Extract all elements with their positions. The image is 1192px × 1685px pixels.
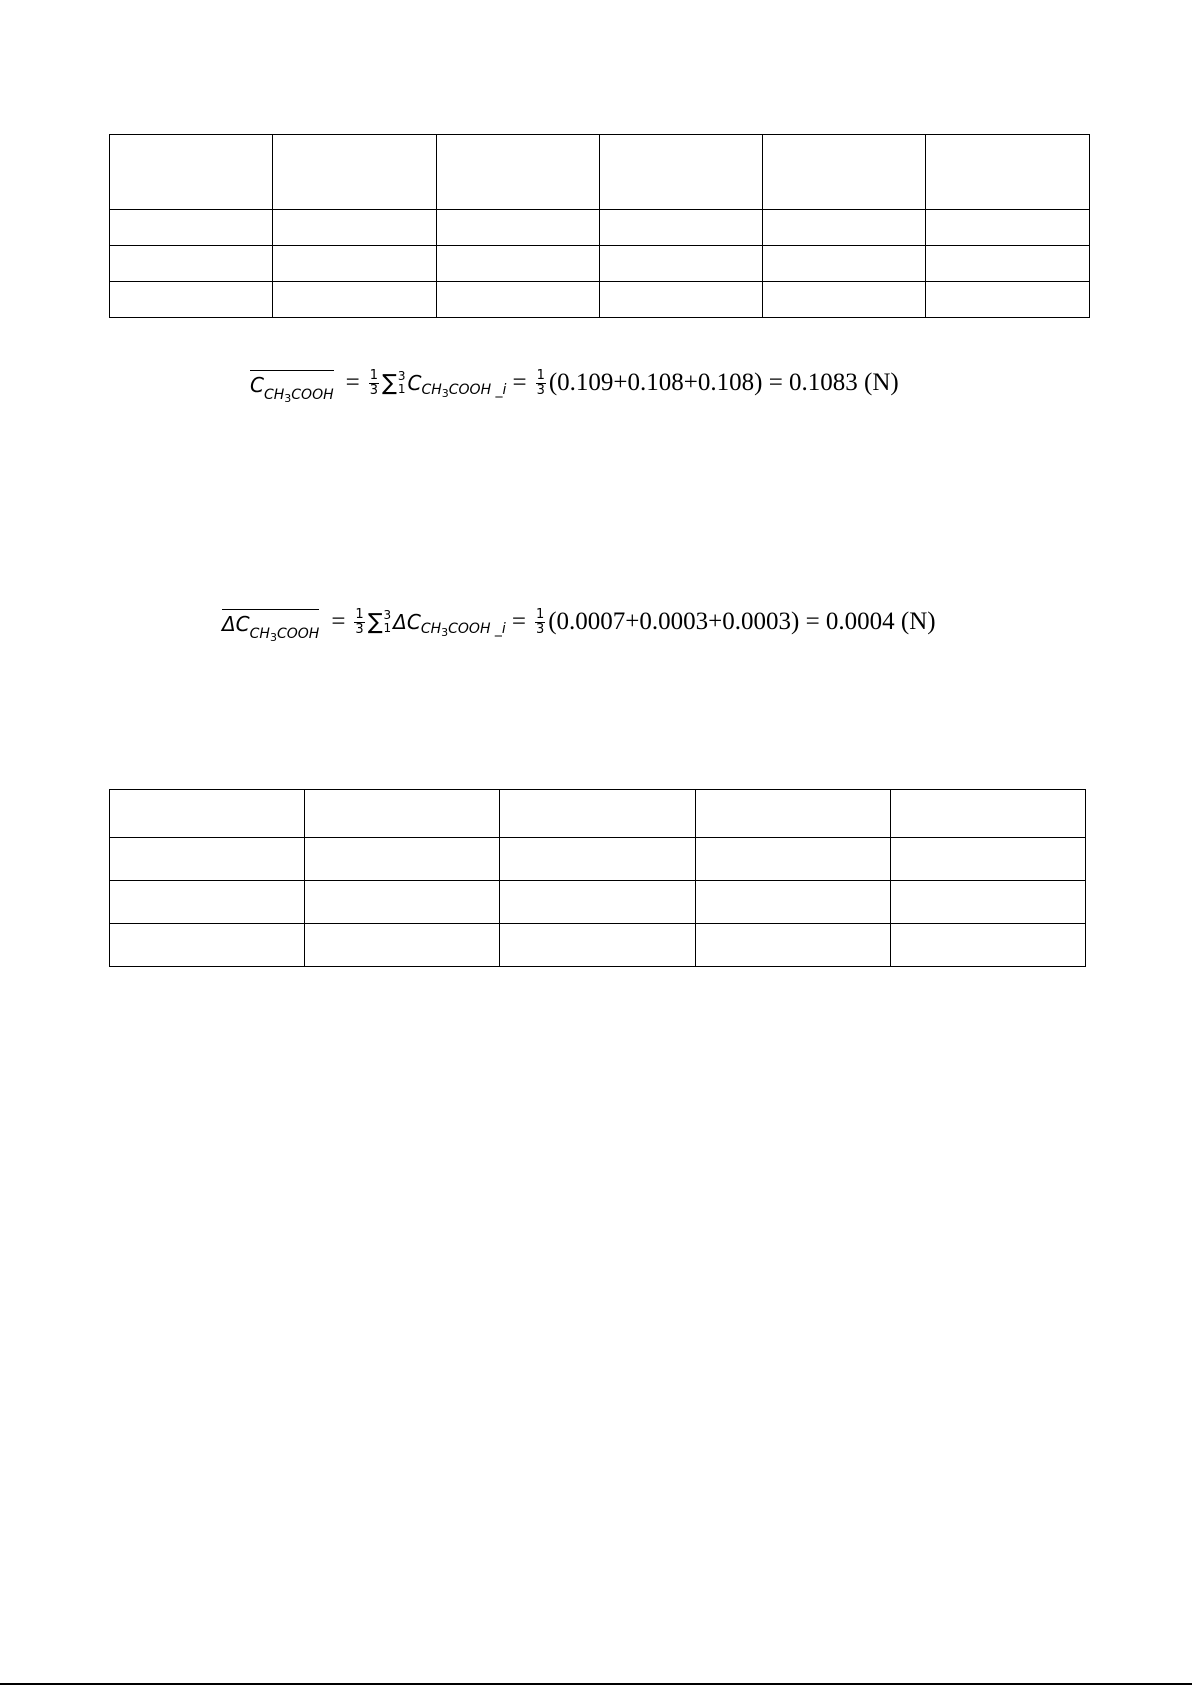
summation: ∑ 3 1: [367, 608, 392, 635]
table-cell: [110, 790, 305, 838]
table-cell: [305, 881, 500, 924]
mean-concentration-formula: [250, 355, 899, 411]
table-row: [110, 246, 1090, 282]
expression: (0.109+0.108+0.108) = 0.1083 (N): [548, 369, 899, 396]
equals-sign: =: [512, 369, 527, 396]
table-cell: [695, 881, 890, 924]
table-cell: [926, 282, 1089, 318]
table-cell: [500, 924, 695, 967]
table-row: [110, 881, 1086, 924]
table-cell: [305, 838, 500, 881]
table-cell: [695, 924, 890, 967]
table-cell: [500, 790, 695, 838]
fraction: $\frac{1}{3}$: [355, 606, 364, 637]
table-cell: [599, 210, 762, 246]
mean-uncertainty-formula: [222, 594, 936, 650]
table-cell: [763, 282, 926, 318]
table-cell: [436, 210, 599, 246]
table-cell: [599, 135, 762, 210]
fraction: $\frac{1}{3}$: [536, 367, 545, 398]
table-cell: [695, 790, 890, 838]
table-cell: [890, 790, 1085, 838]
table-cell: [273, 135, 436, 210]
equals-sign: =: [331, 608, 346, 635]
table-cell: [273, 246, 436, 282]
table-cell: [890, 838, 1085, 881]
table-cell: [926, 210, 1089, 246]
summation: ∑ 3 1: [382, 369, 406, 396]
expression: (0.0007+0.0003+0.0003) = 0.0004 (N): [548, 608, 936, 635]
table-row: [110, 282, 1090, 318]
table-cell: [110, 282, 273, 318]
table-cell: [763, 135, 926, 210]
table-cell: [763, 246, 926, 282]
table-cell: [110, 924, 305, 967]
table-cell: [926, 135, 1089, 210]
equals-sign: =: [345, 369, 360, 396]
table-cell: [305, 790, 500, 838]
table-cell: [695, 838, 890, 881]
mean-symbol: [222, 609, 320, 644]
fraction: $\frac{1}{3}$: [369, 367, 379, 398]
data-table-1: [109, 134, 1090, 318]
mean-symbol: [250, 370, 334, 405]
table-cell: [110, 135, 273, 210]
table-cell: [500, 838, 695, 881]
fraction: $\frac{1}{3}$: [535, 606, 545, 637]
subscript: $CH_3COOH$: [263, 386, 334, 405]
table-cell: [110, 838, 305, 881]
table-cell: [890, 924, 1085, 967]
table-cell: [500, 881, 695, 924]
table-cell: [763, 210, 926, 246]
table-header-row: [110, 135, 1090, 210]
table-cell: [436, 282, 599, 318]
table-cell: [436, 246, 599, 282]
table-cell: [110, 881, 305, 924]
table-cell: [110, 210, 273, 246]
equals-sign: =: [511, 608, 526, 635]
table-row: [110, 210, 1090, 246]
symbol-delta-c: ΔC: [222, 611, 250, 636]
table-cell: [436, 135, 599, 210]
table-cell: [273, 282, 436, 318]
table-cell: [305, 924, 500, 967]
subscript: $CH_3COOH$: [249, 625, 320, 644]
term-subscript: $CH_3COOH$ _i: [420, 621, 506, 639]
table-cell: [273, 210, 436, 246]
data-table-2: [109, 789, 1086, 967]
table-cell: [110, 246, 273, 282]
table-header-row: [110, 790, 1086, 838]
table-cell: [890, 881, 1085, 924]
term-symbol: ΔC: [393, 610, 421, 634]
table-row: [110, 838, 1086, 881]
term-symbol: C: [407, 371, 422, 395]
table-row: [110, 924, 1086, 967]
symbol-c: C: [250, 372, 264, 397]
table-cell: [599, 282, 762, 318]
table-cell: [926, 246, 1089, 282]
term-subscript: $CH_3COOH$ _i: [421, 382, 507, 400]
table-cell: [599, 246, 762, 282]
